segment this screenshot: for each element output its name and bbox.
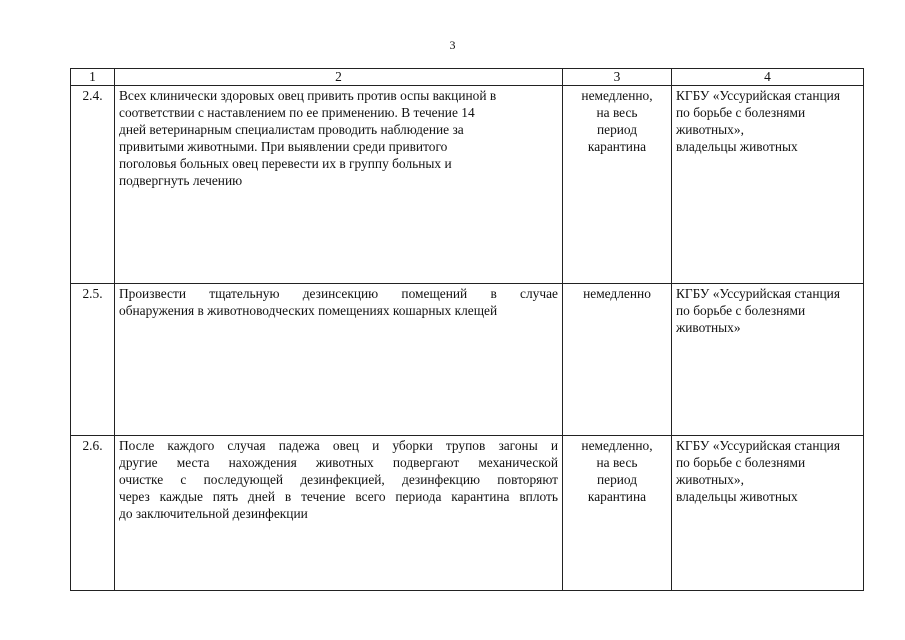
action-line: Всех клинически здоровых овец привить против оспы вакциной в — [119, 88, 497, 103]
column-header: 3 — [563, 69, 672, 86]
action-cell — [115, 436, 563, 591]
column-header: 1 — [71, 69, 115, 86]
responsible-line: по борьбе с болезнями — [676, 303, 806, 318]
term-line: период — [596, 122, 638, 137]
item-number: 2.6. — [71, 436, 115, 591]
responsible-cell — [672, 86, 864, 284]
item-number: 2.4. — [71, 86, 115, 284]
term-cell — [563, 284, 672, 436]
table-header-row — [71, 69, 864, 86]
column-header: 4 — [672, 69, 864, 86]
responsible-line: КГБУ «Уссурийская станция — [676, 88, 840, 103]
action-line: Произвести тщательную дезинсекцию помещений в случае — [119, 286, 558, 301]
responsible-line: КГБУ «Уссурийская станция — [676, 438, 840, 453]
action-line: другие места нахождения животных подвергают механической — [119, 455, 558, 470]
term-line: карантина — [587, 139, 647, 154]
action-cell — [115, 284, 563, 436]
action-line: соответствии с наставлением по ее применению. В течение 14 — [119, 105, 475, 120]
responsible-cell — [672, 284, 864, 436]
responsible-line: животных», — [676, 472, 744, 487]
responsible-line: владельцы животных — [676, 139, 798, 154]
action-line: После каждого случая падежа овец и уборки трупов загоны и — [119, 438, 558, 453]
responsible-line: животных», — [676, 122, 744, 137]
action-line: через каждые пять дней в течение всего периода карантина вплоть — [119, 489, 558, 504]
table-row — [71, 86, 864, 284]
measures-table — [70, 68, 864, 591]
responsible-line: владельцы животных — [676, 489, 798, 504]
action-line: поголовья больных овец перевести их в группу больных и — [119, 156, 452, 171]
column-header: 2 — [115, 69, 563, 86]
table-row — [71, 284, 864, 436]
responsible-line: КГБУ «Уссурийская станция — [676, 286, 840, 301]
term-line: период — [596, 472, 638, 487]
term-line: немедленно, — [581, 88, 653, 103]
term-line: карантина — [587, 489, 647, 504]
action-line: дней ветеринарным специалистам проводить наблюдение за — [119, 122, 464, 137]
responsible-line: по борьбе с болезнями — [676, 105, 806, 120]
term-line: на весь — [596, 455, 638, 470]
term-line: немедленно, — [581, 438, 653, 453]
term-line: на весь — [596, 105, 638, 120]
responsible-line: животных» — [676, 320, 741, 335]
action-line: очистке с последующей дезинфекцией, дезинфекцию повторяют — [119, 472, 558, 487]
action-line: до заключительной дезинфекции — [119, 506, 308, 521]
table-row — [71, 436, 864, 591]
responsible-line: по борьбе с болезнями — [676, 455, 806, 470]
term-line: немедленно — [583, 286, 651, 301]
action-cell — [115, 86, 563, 284]
responsible-cell — [672, 436, 864, 591]
action-line: обнаружения в животноводческих помещениях кошарных клещей — [119, 303, 498, 318]
page-number: 3 — [449, 38, 456, 52]
action-line: привитыми животными. При выявлении среди привитого — [119, 139, 448, 154]
item-number: 2.5. — [71, 284, 115, 436]
term-cell — [563, 86, 672, 284]
term-cell — [563, 436, 672, 591]
action-line: подвергнуть лечению — [119, 173, 243, 188]
